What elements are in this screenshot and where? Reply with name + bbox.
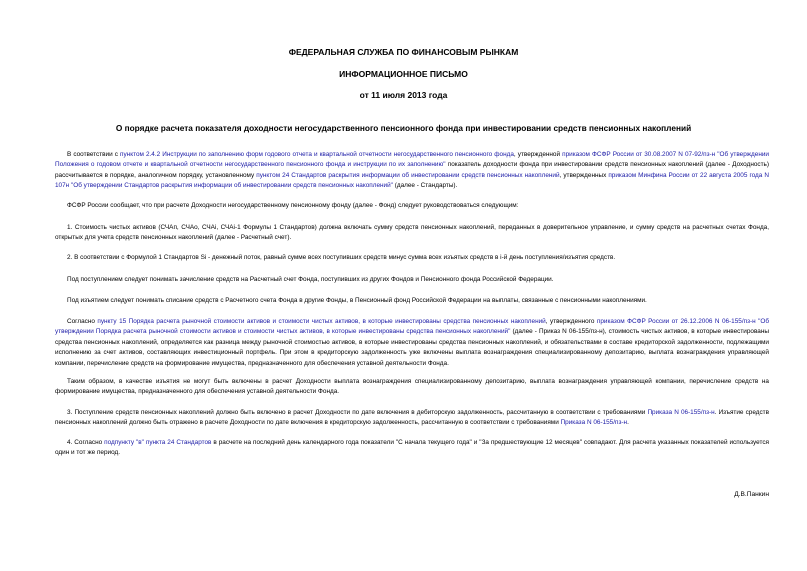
link-standards-p24-v[interactable]: подпункту "в" пункта 24 Стандартов — [104, 439, 212, 446]
paragraph-4: 2. В соответствии с Формулой 1 Стандартов Si - денежный поток, равный сумме всех поступивших средств минус сумма всех изъятых средств в i-й день поступления/изъятия средств. — [67, 254, 616, 261]
paragraph-5: Под поступлением следует понимать зачисление средств на Расчетный счет Фонда, поступивших из других Фондов и Пенсионного фонда Российской Федерации. — [67, 276, 554, 283]
paragraph-8: Таким образом, в качестве изъятия не могут быть включены в расчет Доходности выплата вознаграждения специализированному депозитарию, выплата вознаграждения управляющей компании, перечисление средств на формирование имущества, предназначенного для обеспечения уставной деятельности Фонда. — [55, 378, 769, 396]
paragraph-3: 1. Стоимость чистых активов (СЧАп, СЧАо, СЧАi, СЧАi-1 Формулы 1 Стандартов) должна включать сумму средств пенсионных накоплений, переданных в доверительное управление, и сумму средств на расчетных счетах Фонда, открытых для учета средств пенсионных накоплений (далее - Расчетный счет). — [55, 224, 769, 242]
paragraph-6: Под изъятием следует понимать списание средств с Расчетного счета Фонда в другие Фонды, в Пенсионный фонд Российской Федерации на выплаты, связанные с пенсионными накоплениями. — [67, 297, 647, 304]
doc-type-heading: ИНФОРМАЦИОННОЕ ПИСЬМО — [339, 69, 468, 79]
paragraph-9: 3. Поступление средств пенсионных накоплений должно быть включено в расчет Доходности по дате включения в дебиторскую задолженность, рассчитанную в соответствии с требованиями Приказа N 06-155/пз-н. Изъятие средств пенсионных накоплений должно быть отражено в расчете Доходности по дате включения в кредиторскую задолженность, рассчитанную в соответствии с требованиями Приказа N 06-155/пз-н. — [55, 409, 770, 427]
link-order-06-155-b[interactable]: Приказа N 06-155/пз-н — [560, 419, 628, 427]
link-order-06-155[interactable]: приказом ФСФР России от 26.12.2006 N 06-155/пз-н "Об утверждении Порядка расчета рыночной стоимости активов и стоимости чистых активов, в которые инвестированы средства пенсионных накоплений" — [55, 318, 770, 336]
document-title: О порядке расчета показателя доходности негосударственного пенсионного фонда при инвестировании средств пенсионных накоплений — [115, 123, 692, 133]
link-order-07-92[interactable]: приказом ФСФР России от 30.08.2007 N 07-92/пз-н "Об утверждении Положения о годовом отчете и квартальной отчетности негосударственного пенсионного фонда и инструкции по их заполнению" — [55, 151, 770, 169]
paragraph-10: 4. Согласно подпункту "в" пункта 24 Стандартов в расчете на последний день календарного года показатели "С начала текущего года" и "За предшествующие 12 месяцев" совпадают. Для расчета указанных показателей используется один и тот же период. — [55, 439, 770, 457]
signature: Д.В.Панкин — [734, 491, 769, 498]
link-instruction-2-4-2[interactable]: пунктом 2.4.2 Инструкции по заполнению форм годового отчета и квартальной отчетности негосударственного пенсионного фонда — [120, 151, 514, 158]
agency-heading: ФЕДЕРАЛЬНАЯ СЛУЖБА ПО ФИНАНСОВЫМ РЫНКАМ — [288, 47, 519, 57]
link-order-06-155-a[interactable]: Приказа N 06-155/пз-н — [647, 409, 715, 416]
date-heading: от 11 июля 2013 года — [359, 90, 448, 100]
link-standards-p24[interactable]: пунктом 24 Стандартов раскрытия информации об инвестировании средств пенсионных накоплений — [256, 171, 560, 179]
link-minfin-order-107n[interactable]: приказом Минфина России от 22 августа 2005 года N 107н "Об утверждении Стандартов раскрытия информации об инвестировании средств пенсионных накоплений" — [55, 171, 769, 190]
paragraph-2: ФСФР России сообщает, что при расчете Доходности негосударственному пенсионному фонду (далее - Фонд) следует руководствоваться следующим: — [67, 202, 519, 209]
link-procedure-p15[interactable]: пункту 15 Порядка расчета рыночной стоимости активов и стоимости чистых активов, в которые инвестированы средства пенсионных накоплений — [97, 318, 546, 325]
paragraph-1: В соответствии с пунктом 2.4.2 Инструкции по заполнению форм годового отчета и квартальной отчетности негосударственного пенсионного фонда, утвержденной приказом ФСФР России от 30.08.2007 N 07-92/пз-н "Об утверждении Положения о годовом отчете и квартальной отчетности негосударственного пенсионного фонда и инструкции по их заполнению" показатель доходности фонда при инвестировании средств пенсионных накоплений (далее - Доходность) рассчитывается в порядке, аналогичном порядку, установленному пунктом 24 Стандартов раскрытия информации об инвестировании средств пенсионных накоплений, утвержденных приказом Минфина России от 22 августа 2005 года N 107н "Об утверждении Стандартов раскрытия информации об инвестировании средств пенсионных накоплений" (далее - Стандарты). — [55, 151, 770, 190]
paragraph-7: Согласно пункту 15 Порядка расчета рыночной стоимости активов и стоимости чистых активов, в которые инвестированы средства пенсионных накоплений, утвержденного приказом ФСФР России от 26.12.2006 N 06-155/пз-н "Об утверждении Порядка расчета рыночной стоимости активов и стоимости чистых активов, в которые инвестированы средства пенсионных накоплений" (далее - Приказ N 06-155/пз-н), стоимость чистых активов, в которые инвестированы средства пенсионных накоплений, определяется как разница между рыночной стоимостью активов, в которые инвестированы средства пенсионных накоплений, и обязательствами в составе кредиторской задолженности, подлежащими исполнению за счет активов, составляющих инвестиционный портфель. При этом в кредиторскую задолженность уже включены выплата вознаграждения специализированному депозитарию, выплата вознаграждения управляющей компании, перечисление средств на формирование имущества, предназначенного для обеспечения уставной деятельности Фонда. — [55, 318, 770, 367]
